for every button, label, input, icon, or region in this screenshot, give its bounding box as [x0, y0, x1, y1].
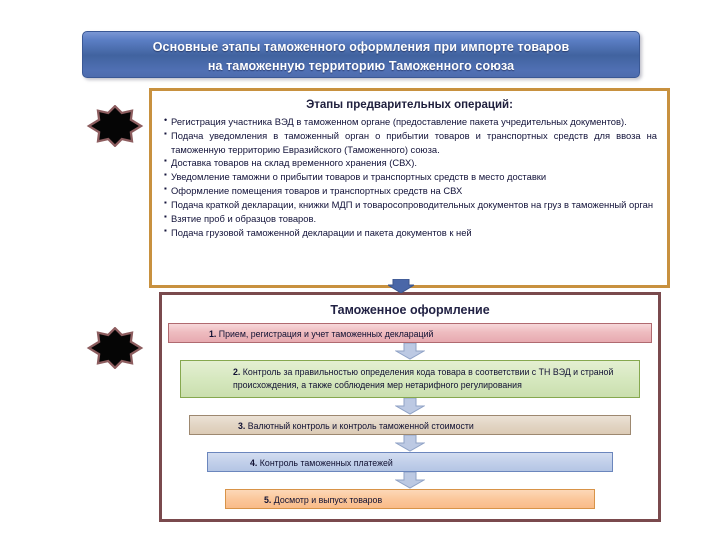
list-item: ▪ Доставка товаров на склад временного хранения (СВХ). [164, 156, 657, 170]
step-number: 4. [250, 458, 258, 469]
list-item: ▪ Подача уведомления в таможенный орган о прибытии товаров и транспортных средств для ввоза на таможенную территорию Евразийского (Таможенного) союза. [164, 129, 657, 157]
clearance-step-5[interactable] [225, 489, 595, 509]
clearance-step-4[interactable] [207, 452, 613, 472]
step-number: 3. [238, 421, 246, 432]
down-arrow-icon [395, 472, 425, 489]
step-text: Досмотр и выпуск товаров [273, 495, 383, 506]
list-item: ▪ Уведомление таможни о прибытии товаров и транспортных средств в место доставки [164, 170, 657, 184]
section-connector-arrow-icon [388, 279, 414, 293]
star-burst-icon [86, 105, 144, 147]
customs-clearance-panel [159, 292, 661, 522]
step-text: Валютный контроль и контроль таможенной стоимости [247, 421, 474, 432]
down-arrow-icon [395, 343, 425, 360]
down-arrow-icon [395, 398, 425, 415]
page-title-banner [82, 31, 640, 78]
preliminary-operations-panel [149, 88, 670, 288]
step-arrow-2 [166, 398, 654, 415]
clearance-step-3[interactable] [189, 415, 631, 435]
step-number: 5. [264, 495, 272, 506]
page-title-line-1: Основные этапы таможенного оформления при импорте товаров [152, 40, 570, 54]
preliminary-list [152, 115, 667, 239]
page-title-line-2: на таможенную территорию Таможенного союза [207, 59, 515, 74]
step-text: Контроль таможенных платежей [259, 458, 393, 469]
preliminary-heading: Этапы предварительных операций: [306, 99, 513, 111]
list-item: ▪ Взятие проб и образцов товаров. [164, 212, 657, 226]
step-number: 1. [209, 329, 217, 339]
star-burst-shape [86, 105, 144, 147]
clearance-steps-list [162, 323, 658, 509]
star-burst-icon [86, 327, 144, 369]
list-item: ▪ Оформление помещения товаров и транспортных средств на СВХ [164, 184, 657, 198]
step-number: 2. [233, 367, 241, 377]
list-item: ▪ Подача краткой декларации, книжки МДП и товаросопроводительных документов на груз в таможенный орган [164, 198, 657, 212]
list-item: • Регистрация участника ВЭД в таможенном органе (предоставление пакета учредительных документов). [164, 115, 657, 129]
down-arrow-icon [395, 435, 425, 452]
step-arrow-4 [166, 472, 654, 489]
clearance-step-1[interactable] [168, 323, 652, 343]
step-arrow-3 [166, 435, 654, 452]
list-item: ▪ Подача грузовой таможенной декларации и пакета документов к ней [164, 226, 657, 240]
step-text: Контроль за правильностью определения кода товара в соответствии с ТН ВЭД и страной происхождения, а также соблюдения мер нетарифного регулирования [233, 367, 614, 391]
down-arrow-shape [388, 279, 414, 293]
clearance-step-2[interactable] [180, 360, 640, 398]
step-text: Прием, регистрация и учет таможенных деклараций [218, 329, 434, 339]
star-burst-shape [86, 327, 144, 369]
step-arrow-1 [166, 343, 654, 360]
clearance-heading: Таможенное оформление [330, 303, 490, 317]
